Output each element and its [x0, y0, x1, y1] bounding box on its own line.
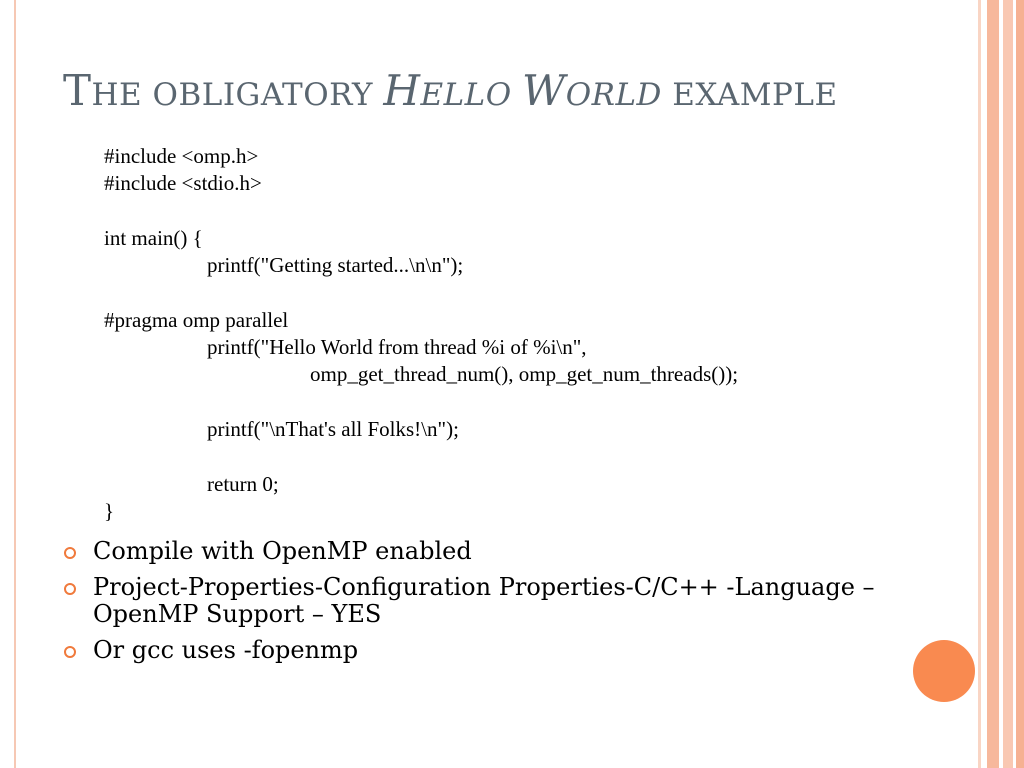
bullet-circle-icon [64, 547, 76, 559]
bullet-item [64, 637, 954, 664]
bullet-text: Compile with OpenMP enabled [93, 537, 472, 565]
stripe [1016, 0, 1024, 768]
code-line [104, 279, 738, 306]
code-line: printf("Getting started...\n\n"); [207, 253, 464, 278]
stripe [1003, 0, 1013, 768]
title-prefix-cap: T [63, 66, 92, 115]
code-line: return 0; [207, 471, 279, 496]
title-italic-rest-hello: ELLO [420, 77, 523, 113]
left-border-line [14, 0, 16, 768]
title-italic-cap-h: H [383, 66, 421, 115]
bullet-item [64, 574, 954, 628]
right-decorative-stripes [978, 0, 1024, 768]
code-line [104, 389, 738, 416]
bullet-item [64, 538, 954, 565]
code-line: printf("\nThat's all Folks!\n"); [207, 416, 459, 441]
slide-title [63, 66, 838, 115]
code-line: printf("Hello World from thread %i of %i\n", [207, 335, 587, 360]
code-line [104, 198, 738, 225]
decorative-orange-circle [913, 640, 975, 702]
title-italic-rest-world: ORLD [565, 77, 662, 113]
code-line: #include <stdio.h> [104, 171, 262, 196]
bullet-text: Project-Properties-Configuration Properties-C/C++ -Language – OpenMP Support – YES [93, 573, 875, 628]
title-suffix: EXAMPLE [661, 77, 838, 113]
code-line: #pragma omp parallel [104, 307, 289, 332]
bullet-circle-icon [64, 646, 76, 658]
stripe [987, 0, 999, 768]
title-prefix-rest: HE OBLIGATORY [91, 77, 384, 113]
bullet-list [64, 538, 954, 673]
title-italic-cap-w: W [522, 66, 566, 115]
code-line: #include <omp.h> [104, 144, 259, 168]
code-line: } [104, 498, 115, 523]
code-line [104, 443, 738, 470]
bullet-text: Or gcc uses -fopenmp [93, 636, 359, 664]
bullet-circle-icon [64, 583, 76, 595]
code-line: int main() { [104, 225, 203, 250]
code-line: omp_get_thread_num(), omp_get_num_threads()); [310, 362, 739, 387]
code-block [104, 143, 738, 525]
